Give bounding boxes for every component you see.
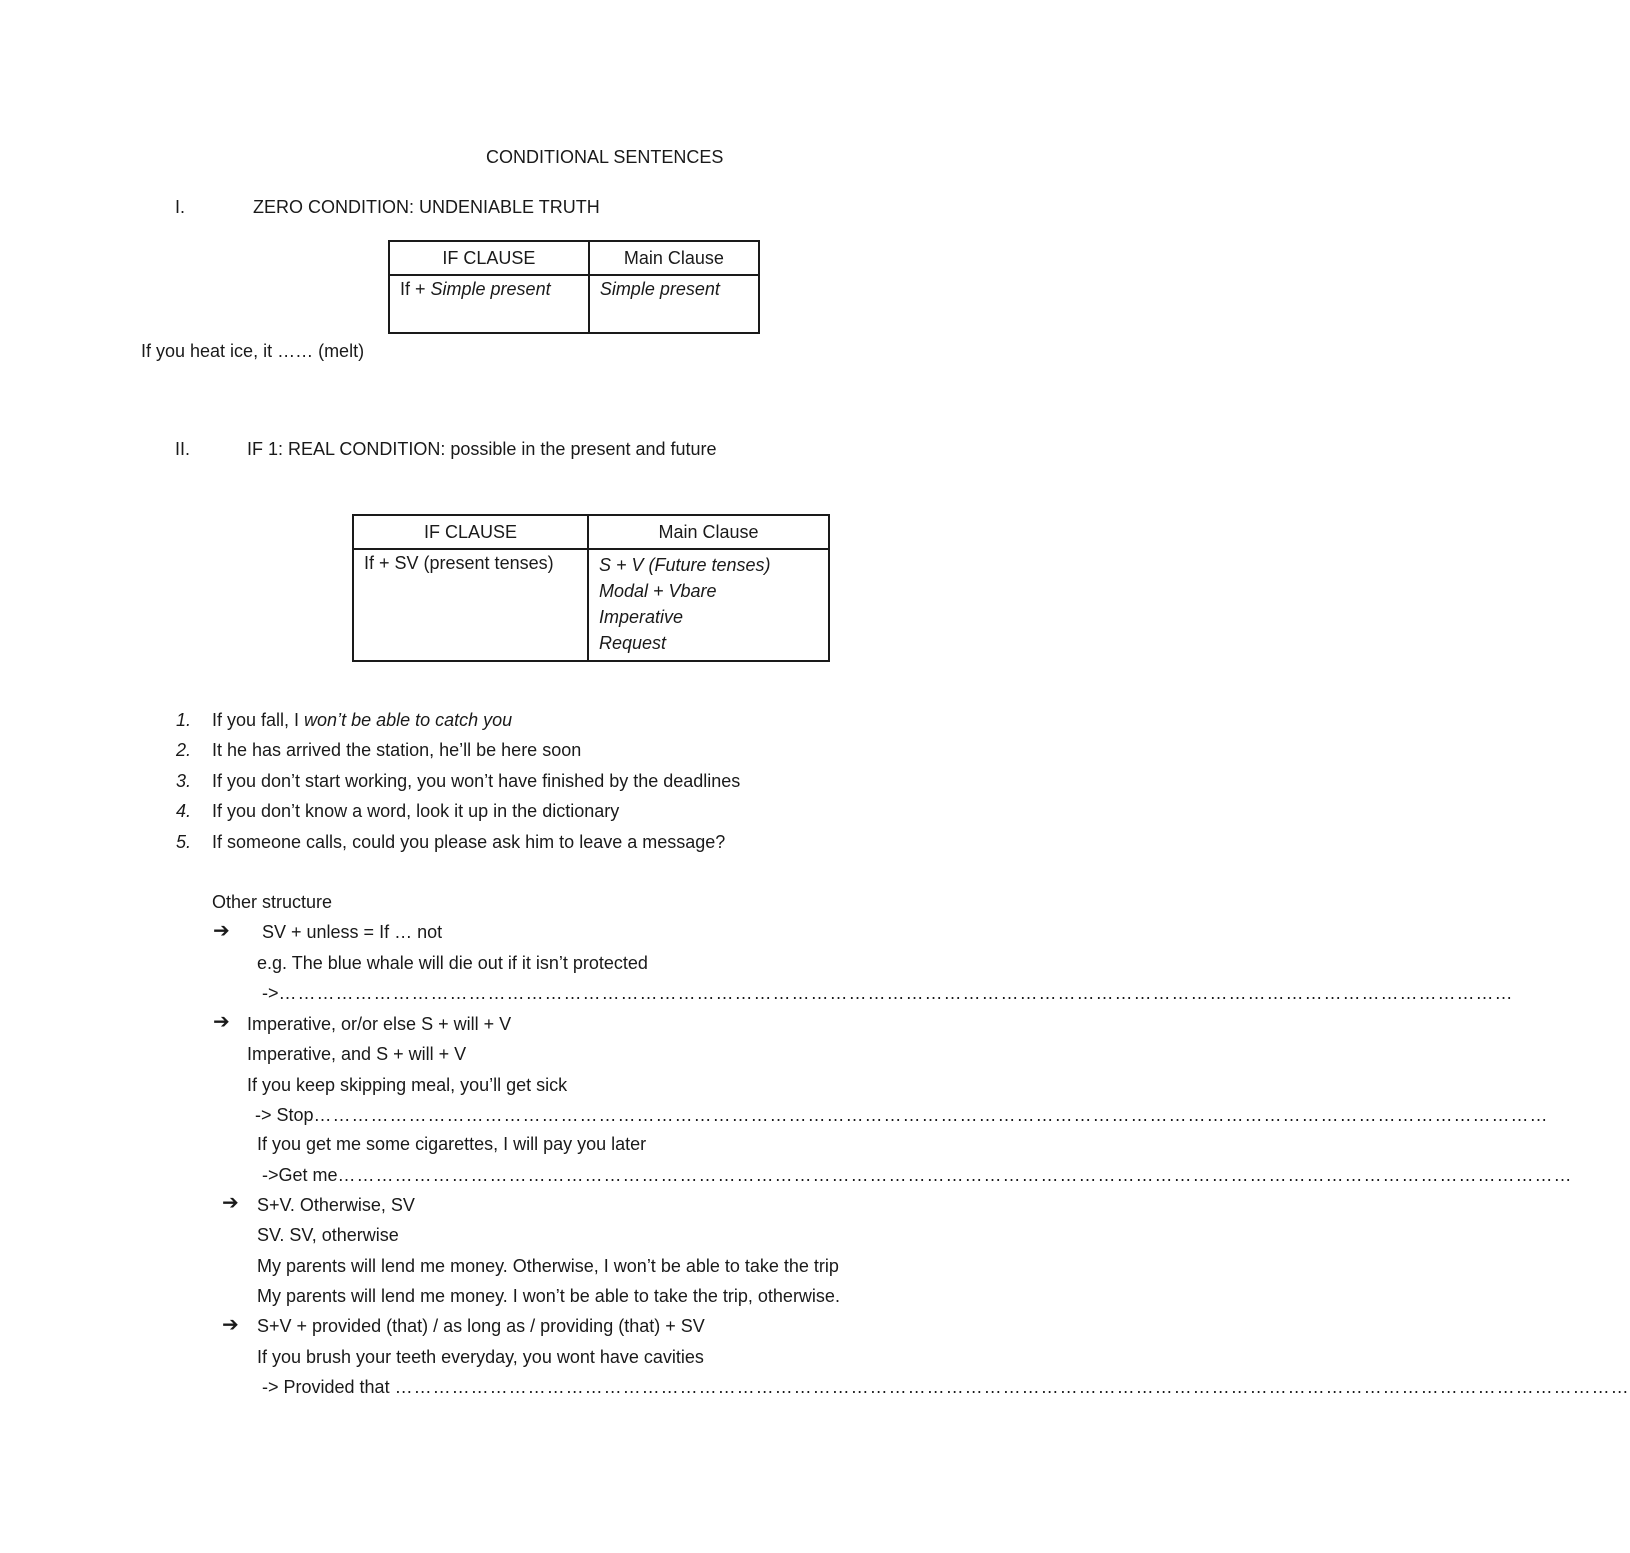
dotted-fill: …………………………………………………………………………………………………………………………………………………………………………… xyxy=(337,1165,1573,1185)
example-text: It he has arrived the station, he’ll be here soon xyxy=(212,740,582,760)
unless-answer-line xyxy=(262,983,1514,1003)
answer-prefix: -> Stop xyxy=(255,1105,314,1125)
example-number: 3. xyxy=(176,771,192,791)
section-1-heading: ZERO CONDITION: UNDENIABLE TRUTH xyxy=(253,197,600,217)
example-italic: won’t be able to catch you xyxy=(304,710,513,730)
otherwise-rule-2: SV. SV, otherwise xyxy=(257,1225,399,1245)
example-plain: If you fall, I xyxy=(212,710,305,730)
example-text: If you don’t know a word, look it up in the dictionary xyxy=(212,801,620,821)
imperative-or-rule: Imperative, or/or else S + will + V xyxy=(247,1014,512,1034)
imperative-answer-line-2 xyxy=(262,1165,1573,1185)
otherwise-example-2: My parents will lend me money. I won’t be able to take the trip, otherwise. xyxy=(257,1286,840,1306)
example-number: 2. xyxy=(176,740,192,760)
table-header-main-clause: Main Clause xyxy=(588,515,829,549)
answer-prefix: -> xyxy=(262,983,279,1003)
unless-rule: SV + unless = If … not xyxy=(262,922,443,942)
example-number: 5. xyxy=(176,832,192,852)
answer-prefix: -> Provided that xyxy=(262,1377,395,1397)
document-title: CONDITIONAL SENTENCES xyxy=(486,147,724,167)
example-text: If you don’t start working, you won’t have finished by the deadlines xyxy=(212,771,741,791)
table-header-if-clause: IF CLAUSE xyxy=(353,515,588,549)
section-1-numeral: I. xyxy=(175,197,186,217)
main-clause-line: Imperative xyxy=(598,607,684,627)
arrow-bullet-icon: ➔ xyxy=(222,1192,239,1214)
arrow-bullet-icon: ➔ xyxy=(222,1314,239,1336)
example-number: 4. xyxy=(176,801,192,821)
dotted-fill: …………………………………………………………………………………………………………………………………………………………………………… xyxy=(394,1377,1630,1397)
arrow-bullet-icon: ➔ xyxy=(213,1011,230,1033)
other-structure-heading: Other structure xyxy=(212,892,333,912)
table-cell-if-clause xyxy=(389,275,589,333)
if-prefix: If + xyxy=(400,279,431,299)
example-text xyxy=(212,711,512,729)
main-clause-line: Modal + Vbare xyxy=(598,581,717,601)
table-cell-main-clause: Simple present xyxy=(589,275,759,333)
table-header-if-clause: IF CLAUSE xyxy=(389,241,589,275)
section-2-heading: IF 1: REAL CONDITION: possible in the present and future xyxy=(247,439,717,459)
provided-rule: S+V + provided (that) / as long as / providing (that) + SV xyxy=(257,1316,705,1336)
zero-condition-example: If you heat ice, it …… (melt) xyxy=(141,341,365,361)
if-tense: Simple present xyxy=(430,279,551,299)
imperative-and-rule: Imperative, and S + will + V xyxy=(247,1044,467,1064)
example-text: If someone calls, could you please ask him to leave a message? xyxy=(212,832,726,852)
table-header-main-clause: Main Clause xyxy=(589,241,759,275)
real-condition-table xyxy=(352,514,830,662)
table-cell-main-clause xyxy=(588,549,829,661)
section-2-numeral: II. xyxy=(175,439,191,459)
answer-prefix: ->Get me xyxy=(262,1165,338,1185)
unless-example: e.g. The blue whale will die out if it isn’t protected xyxy=(257,953,648,973)
otherwise-example-1: My parents will lend me money. Otherwise, I won’t be able to take the trip xyxy=(257,1256,839,1276)
dotted-fill: …………………………………………………………………………………………………………………………………………………………………………… xyxy=(313,1105,1549,1125)
imperative-example-2: If you get me some cigarettes, I will pay you later xyxy=(257,1134,647,1154)
provided-example: If you brush your teeth everyday, you wont have cavities xyxy=(257,1347,704,1367)
main-clause-line: Request xyxy=(598,633,667,653)
otherwise-rule-1: S+V. Otherwise, SV xyxy=(257,1195,415,1215)
imperative-example-1: If you keep skipping meal, you’ll get sick xyxy=(247,1075,568,1095)
provided-answer-line xyxy=(262,1377,1630,1397)
zero-condition-table xyxy=(388,240,760,334)
table-cell-if-clause: If + SV (present tenses) xyxy=(353,549,588,661)
arrow-bullet-icon: ➔ xyxy=(213,920,230,942)
dotted-fill: …………………………………………………………………………………………………………………………………………………………………………… xyxy=(278,983,1514,1003)
main-clause-line: S + V (Future tenses) xyxy=(598,555,771,575)
example-number: 1. xyxy=(176,710,192,730)
imperative-answer-line-1 xyxy=(255,1105,1549,1125)
